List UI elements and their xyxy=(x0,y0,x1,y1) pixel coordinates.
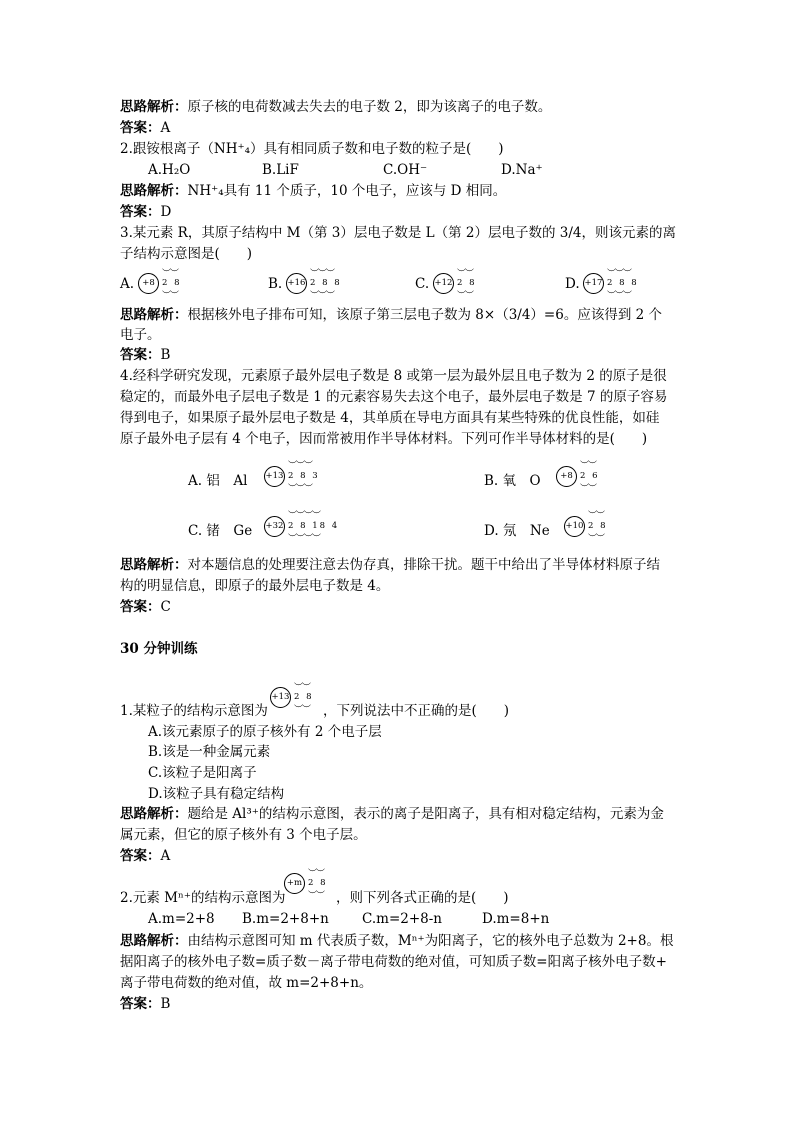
shell-arcs-bottom: ︶︶ xyxy=(294,705,311,715)
shell-arcs-bottom: ︶︶ xyxy=(308,891,325,901)
question-4-line2: 稳定的，而最外电子层电子数是 1 的元素容易失去这个电子，最外层电子数是 7 的原子容易 xyxy=(120,389,668,405)
analysis-3-cont: 电子。 xyxy=(120,327,161,343)
answer-label: 答案： xyxy=(120,599,161,615)
question-4-line1: 4.经科学研究发现，元素原子最外层电子数是 8 或第一层为最外层且电子数为 2 的原子是很 xyxy=(120,368,667,384)
shell-electrons: 2 8 8 xyxy=(310,278,342,288)
analysis-label: 思路解析： xyxy=(120,183,188,199)
answer-1 xyxy=(120,119,170,137)
answer-value: B xyxy=(160,347,171,363)
q4-option-c-label: C. 锗 Ge xyxy=(188,523,253,539)
training-q2-stem-b: ，则下列各式正确的是( ) xyxy=(336,890,509,906)
q4-option-d-diagram xyxy=(564,510,614,542)
training-q1-option-a: A.该元素原子的原子核外有 2 个电子层 xyxy=(148,724,382,740)
question-3-stem-line1: 3.某元素 R，其原子结构中 M（第 3）层电子数是 L（第 2）层电子数的 3/4，则该元素的离 xyxy=(120,225,676,241)
answer-value: C xyxy=(160,599,171,615)
shell-arcs-top: ︶︶︶ xyxy=(607,269,632,279)
answer-2 xyxy=(120,203,171,221)
nucleus: +32 xyxy=(264,516,285,537)
answer-value: D xyxy=(160,204,172,220)
q4-option-a-diagram xyxy=(264,460,324,492)
answer-value: B xyxy=(160,996,171,1012)
shell-electrons: 2 6 xyxy=(580,471,600,481)
analysis-6-cont1: 据阳离子的核外电子数=质子数－离子带电荷数的绝对值，可知质子数=阳离子核外电子数+ xyxy=(120,954,667,970)
nucleus: +m xyxy=(284,873,305,894)
nucleus: +12 xyxy=(433,273,454,294)
nucleus: +10 xyxy=(564,516,585,537)
answer-6 xyxy=(120,995,170,1013)
q4-option-b-diagram xyxy=(556,460,606,492)
nucleus: +8 xyxy=(138,273,159,294)
q2-option-a: A.H₂O xyxy=(148,162,191,178)
shell-arcs-bottom: ︶︶ xyxy=(162,291,179,301)
nucleus: +13 xyxy=(270,687,291,708)
answer-value: A xyxy=(160,120,171,136)
training-q1-stem-a: 1.某粒子的结构示意图为 xyxy=(120,703,268,719)
answer-3 xyxy=(120,346,170,364)
analysis-label: 思路解析： xyxy=(120,933,188,949)
shell-arcs-top: ︶︶︶ xyxy=(288,461,313,471)
training-q2-option-a: A.m=2+8 xyxy=(148,911,215,927)
analysis-label: 思路解析： xyxy=(120,307,188,323)
question-4-line3: 得到电子，如果原子最外层电子数是 4，其单质在导电方面具有某些特殊的优良性能，如硅 xyxy=(120,410,660,426)
analysis-text: 原子核的电荷数减去失去的电子数 2，即为该离子的电子数。 xyxy=(187,99,552,115)
training-q2-stem-a: 2.元素 Mⁿ⁺的结构示意图为 xyxy=(120,890,286,906)
question-2-stem: 2.跟铵根离子（NH⁺₄）具有相同质子数和电子数的粒子是( ) xyxy=(120,141,504,157)
q4-option-a-label: A. 铝 Al xyxy=(188,473,248,489)
shell-electrons: 2 8 18 4 xyxy=(288,521,340,531)
shell-arcs-bottom: ︶︶ xyxy=(588,534,605,544)
nucleus: +17 xyxy=(583,273,604,294)
analysis-text: 题给是 Al³⁺的结构示意图，表示的离子是阳离子，具有相对稳定结构，元素为金 xyxy=(187,806,664,822)
shell-arcs-bottom: ︶︶︶ xyxy=(310,291,335,301)
q3-option-d-diagram xyxy=(583,268,643,300)
training-q1-option-d: D.该粒子具有稳定结构 xyxy=(148,786,285,802)
analysis-text: NH⁺₄具有 11 个质子，10 个电子，应该与 D 相同。 xyxy=(187,183,507,199)
analysis-3 xyxy=(120,306,662,324)
answer-5 xyxy=(120,847,170,865)
q4-option-d-label: D. 氖 Ne xyxy=(484,523,550,539)
section-heading: 30 分钟训练 xyxy=(120,641,198,657)
training-q2-diagram xyxy=(284,868,334,900)
training-q2-option-b: B.m=2+8+n xyxy=(242,911,329,927)
shell-electrons: 2 8 xyxy=(457,278,477,288)
analysis-label: 思路解析： xyxy=(120,806,188,822)
answer-label: 答案： xyxy=(120,204,161,220)
analysis-2 xyxy=(120,182,506,200)
analysis-text: 对本题信息的处理要注意去伪存真，排除干扰。题干中给出了半导体材料原子结 xyxy=(187,557,660,573)
analysis-6-cont2: 离子带电荷数的绝对值，故 m=2+8+n。 xyxy=(120,975,373,991)
shell-electrons: 2 8 8 xyxy=(607,278,639,288)
answer-4 xyxy=(120,598,171,616)
q3-option-d-letter: D. xyxy=(565,276,580,292)
answer-value: A xyxy=(160,848,171,864)
shell-arcs-top: ︶︶ xyxy=(580,461,597,471)
shell-arcs-top: ︶︶︶ xyxy=(310,269,335,279)
answer-label: 答案： xyxy=(120,848,161,864)
training-q1-stem-b: ，下列说法中不正确的是( ) xyxy=(323,703,510,719)
shell-arcs-top: ︶︶ xyxy=(308,869,325,879)
q2-option-d: D.Na⁺ xyxy=(501,162,543,178)
shell-arcs-bottom: ︶︶︶︶ xyxy=(288,534,321,544)
analysis-4-cont: 构的明显信息，即原子的最外层电子数是 4。 xyxy=(120,578,390,594)
analysis-5-cont: 属元素，但它的原子核外有 3 个电子层。 xyxy=(120,827,367,843)
answer-label: 答案： xyxy=(120,996,161,1012)
analysis-label: 思路解析： xyxy=(120,557,188,573)
answer-label: 答案： xyxy=(120,347,161,363)
answer-label: 答案： xyxy=(120,120,161,136)
training-q1-option-c: C.该粒子是阳离子 xyxy=(148,765,257,781)
shell-arcs-top: ︶︶ xyxy=(457,269,474,279)
analysis-6 xyxy=(120,932,673,950)
shell-arcs-top: ︶︶︶︶ xyxy=(288,511,321,521)
q2-option-c: C.OH⁻ xyxy=(383,162,428,178)
nucleus: +16 xyxy=(286,273,307,294)
shell-electrons: 2 8 xyxy=(588,521,608,531)
q3-option-b-letter: B. xyxy=(268,276,283,292)
shell-electrons: 2 8 xyxy=(308,878,328,888)
shell-electrons: 2 8 xyxy=(294,692,314,702)
shell-arcs-bottom: ︶︶︶ xyxy=(288,484,313,494)
shell-arcs-top: ︶︶ xyxy=(294,683,311,693)
analysis-4 xyxy=(120,556,660,574)
analysis-5 xyxy=(120,805,664,823)
question-4-line4: 原子最外电子层有 4 个电子，因而常被用作半导体材料。下列可作半导体材料的是( ) xyxy=(120,431,648,447)
nucleus: +8 xyxy=(556,466,577,487)
q2-option-b: B.LiF xyxy=(262,162,299,178)
shell-electrons: 2 8 3 xyxy=(288,471,320,481)
question-3-stem-line2: 子结构示意图是( ) xyxy=(120,246,253,262)
q3-option-b-diagram xyxy=(286,268,346,300)
training-q2-option-d: D.m=8+n xyxy=(482,911,550,927)
q3-option-a-diagram xyxy=(138,268,188,300)
q4-option-b-label: B. 氧 O xyxy=(484,473,541,489)
q3-option-c-letter: C. xyxy=(415,276,430,292)
analysis-1 xyxy=(120,98,551,116)
shell-arcs-bottom: ︶︶ xyxy=(457,291,474,301)
shell-arcs-top: ︶︶ xyxy=(588,511,605,521)
training-q2-option-c: C.m=2+8-n xyxy=(362,911,442,927)
shell-arcs-bottom: ︶︶︶ xyxy=(607,291,632,301)
training-q1-option-b: B.该是一种金属元素 xyxy=(148,744,271,760)
shell-arcs-top: ︶︶ xyxy=(162,269,179,279)
q3-option-c-diagram xyxy=(433,268,483,300)
analysis-label: 思路解析： xyxy=(120,99,188,115)
q4-option-c-diagram xyxy=(264,510,344,542)
shell-arcs-bottom: ︶︶ xyxy=(580,484,597,494)
analysis-text: 由结构示意图可知 m 代表质子数，Mⁿ⁺为阳离子，它的核外电子总数为 2+8。根 xyxy=(187,933,674,949)
nucleus: +13 xyxy=(264,466,285,487)
training-q1-diagram xyxy=(270,682,320,714)
analysis-text: 根据核外电子排布可知，该原子第三层电子数为 8×（3/4）=6。应该得到 2 个 xyxy=(187,307,662,323)
shell-electrons: 2 8 xyxy=(162,278,182,288)
q3-option-a-letter: A. xyxy=(120,276,135,292)
